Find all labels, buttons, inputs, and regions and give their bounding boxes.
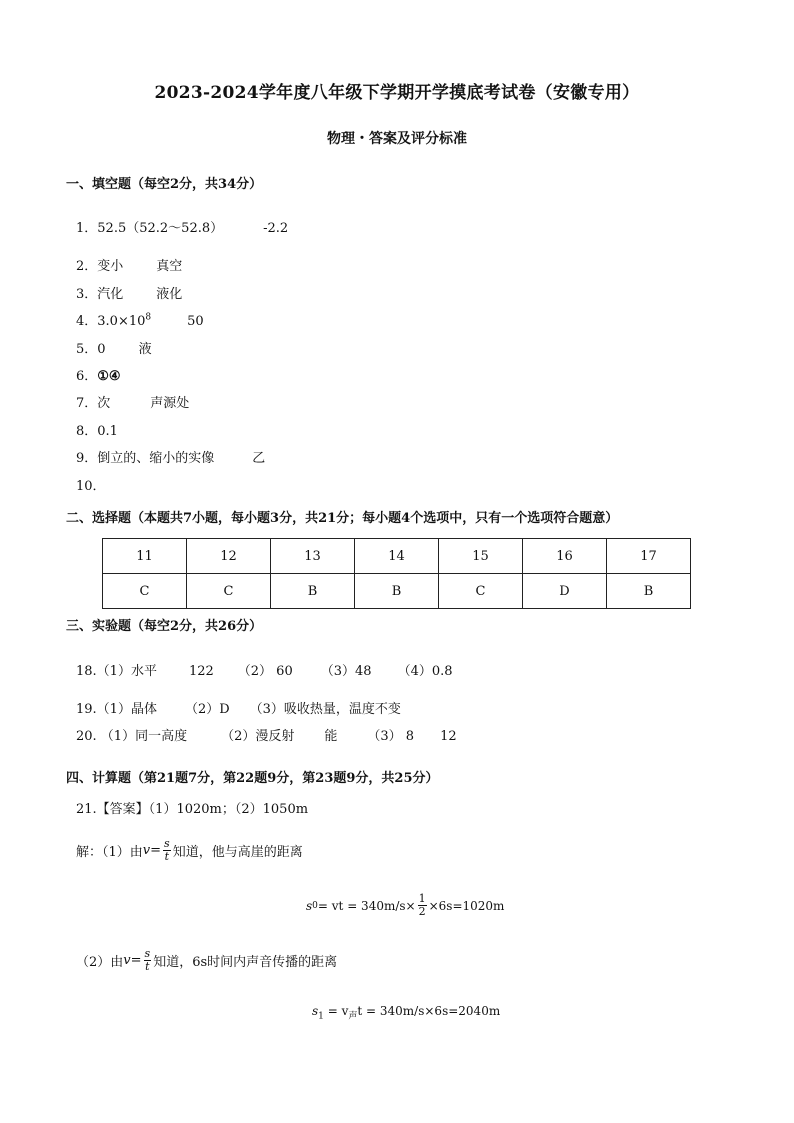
table-cell: C — [187, 574, 271, 609]
answer-b: 液化 — [156, 287, 183, 302]
equation-2 — [312, 1004, 500, 1021]
answer-line-5 — [76, 338, 152, 357]
exam-title: 2023-2024学年度八年级下学期开学摸底考试卷（安徽专用） — [154, 83, 640, 103]
table-cell: 12 — [187, 539, 271, 574]
answer-a: 汽化 — [97, 287, 124, 302]
solution-text: 知道，6s时间内声音传播的距离 — [153, 955, 338, 970]
solution-text: 知道，他与高崖的距离 — [172, 845, 303, 860]
answer-part: 能 — [324, 729, 338, 744]
formula-subscript: 0 — [312, 900, 318, 911]
formula-equals: = — [130, 953, 142, 968]
formula-text: = vt = 340m/s× — [317, 898, 416, 913]
exam-subtitle: 物理・答案及评分标准 — [327, 131, 467, 147]
answer-part: 18.（1）水平 — [76, 664, 157, 679]
item-number: 3． — [76, 287, 98, 302]
table-row-answers — [103, 574, 691, 609]
table-cell: 17 — [607, 539, 691, 574]
answer-part: 12 — [440, 729, 457, 744]
answer-part: （3）吸收热量，温度不变 — [249, 702, 401, 717]
answer-b: 液 — [138, 342, 152, 357]
answer-b: 声源处 — [150, 396, 190, 411]
table-cell: 15 — [439, 539, 523, 574]
answer-line-6 — [76, 365, 121, 384]
equation-1 — [306, 893, 504, 918]
answer-part: （2）D — [184, 702, 230, 717]
answer-line-8 — [76, 420, 118, 439]
answer-line-18 — [76, 660, 453, 679]
item-number: 2． — [76, 259, 98, 274]
formula-variable: v — [142, 843, 151, 858]
answer-b: 乙 — [252, 451, 266, 466]
answer-part: （2） 60 — [237, 664, 293, 679]
answer-b: 50 — [187, 314, 204, 329]
answer-line-1 — [76, 217, 288, 236]
item-number: 8． — [76, 424, 98, 439]
section2-heading: 二、选择题（本题共7小题，每小题3分，共21分；每小题4个选项中，只有一个选项符合题意） — [66, 511, 619, 526]
item-number: 6． — [76, 369, 98, 384]
answer-a: ①④ — [97, 369, 121, 384]
item-number: 1． — [76, 221, 98, 236]
answer-part: 122 — [188, 664, 214, 679]
solution-line-1 — [76, 838, 303, 863]
formula-variable: s — [312, 1004, 319, 1018]
answer-part: （3） 8 — [367, 729, 415, 744]
item-number: 7． — [76, 396, 98, 411]
fraction-denominator: 2 — [418, 905, 426, 918]
fraction-denominator: t — [145, 960, 150, 973]
answer-part: （2）漫反射 — [221, 729, 295, 744]
answer-a: 3.0×10 — [97, 314, 146, 329]
answer-a: 变小 — [97, 259, 124, 274]
q21-answer: 21.【答案】（1）1020m；（2）1050m — [76, 802, 309, 817]
item-number: 5． — [76, 342, 98, 357]
answer-line-9 — [76, 447, 265, 466]
table-cell: 16 — [523, 539, 607, 574]
formula-fraction — [163, 838, 171, 863]
formula-subscript: 1 — [318, 1011, 324, 1022]
table-cell: D — [523, 574, 607, 609]
formula-text: t = 340m/s×6s=2040m — [357, 1004, 501, 1018]
solution-text: 解：（1）由 — [76, 845, 143, 860]
formula-text: ×6s=1020m — [428, 898, 505, 913]
answer-a: 0.1 — [97, 424, 118, 439]
answer-part: （3）48 — [320, 664, 372, 679]
item-number: 4． — [76, 314, 98, 329]
section1-heading: 一、填空题（每空2分，共34分） — [66, 177, 263, 192]
fraction-numerator: s — [164, 837, 170, 850]
answer-line-10 — [76, 475, 106, 494]
formula-subscript: 声 — [348, 1011, 358, 1022]
section3-heading: 三、实验题（每空2分，共26分） — [66, 619, 263, 634]
table-cell: 13 — [271, 539, 355, 574]
choice-answer-table — [102, 538, 691, 609]
formula-text: = v — [323, 1004, 349, 1018]
fraction-numerator: 1 — [418, 892, 426, 905]
answer-a-exponent: 8 — [145, 312, 152, 323]
item-number: 10． — [76, 479, 106, 494]
answer-a: 0 — [97, 342, 106, 357]
table-cell: B — [271, 574, 355, 609]
answer-a: 倒立的、缩小的实像 — [97, 451, 215, 466]
table-cell: B — [607, 574, 691, 609]
answer-b: 真空 — [156, 259, 183, 274]
formula-variable: v — [123, 953, 131, 968]
formula-fraction-half — [418, 893, 427, 918]
table-cell: C — [439, 574, 523, 609]
answer-line-3 — [76, 283, 182, 302]
solution-line-2 — [76, 948, 337, 973]
table-cell: 11 — [103, 539, 187, 574]
formula-equals: = — [150, 843, 162, 858]
fraction-numerator: s — [144, 947, 151, 960]
answer-a: 次 — [97, 396, 111, 411]
table-cell: 14 — [355, 539, 439, 574]
answer-b: -2.2 — [263, 221, 289, 236]
answer-line-4 — [76, 310, 204, 329]
table-row-numbers — [103, 539, 691, 574]
answer-line-7 — [76, 392, 189, 411]
section4-heading: 四、计算题（第21题7分，第22题9分，第23题9分，共25分） — [66, 771, 439, 786]
formula-variable: s — [306, 898, 313, 913]
answer-part: （4）0.8 — [397, 664, 453, 679]
answer-line-20 — [76, 725, 457, 744]
answer-line-2 — [76, 255, 182, 274]
fraction-denominator: t — [164, 850, 170, 863]
answer-a: 52.5（52.2～52.8） — [97, 221, 224, 236]
answer-part: 20. （1）同一高度 — [76, 729, 188, 744]
solution-text: （2）由 — [76, 955, 124, 970]
answer-part: 19.（1）晶体 — [76, 702, 157, 717]
item-number: 9． — [76, 451, 98, 466]
table-cell: B — [355, 574, 439, 609]
formula-fraction — [144, 948, 152, 973]
table-cell: C — [103, 574, 187, 609]
answer-line-19 — [76, 698, 401, 717]
